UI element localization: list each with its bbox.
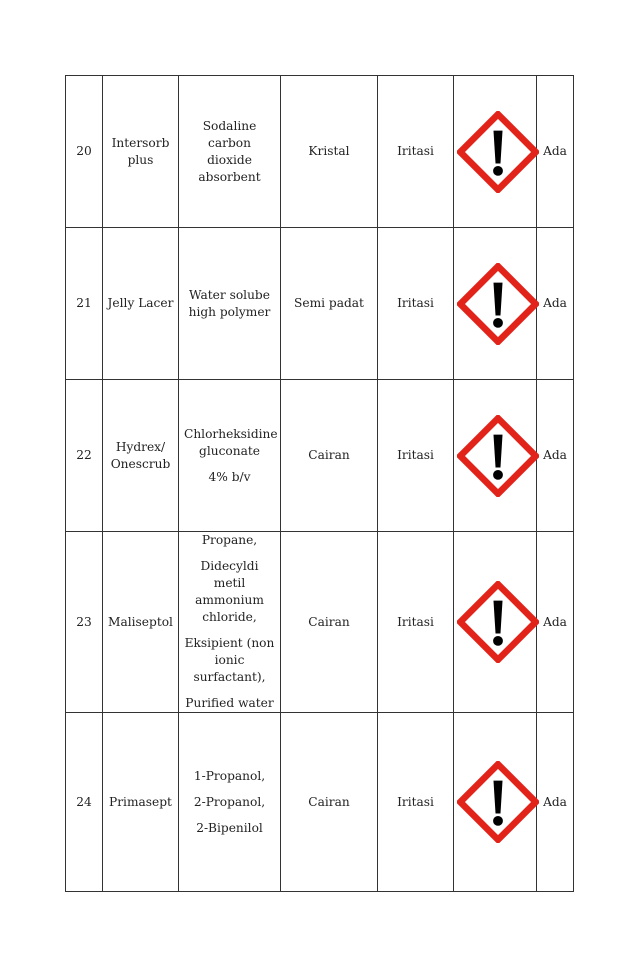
availability-status: Ada [537, 713, 574, 892]
table-row [66, 380, 574, 532]
exclamation-mark-hazard-icon [457, 415, 539, 497]
product-name-line: Hydrex/ [115, 439, 166, 454]
availability-status: Ada [537, 380, 574, 532]
composition [179, 532, 281, 713]
hazard-type: Iritasi [378, 532, 454, 713]
physical-form: Semi padat [281, 228, 378, 380]
hazard-type: Iritasi [378, 228, 454, 380]
composition-item: 2-Bipenilol [196, 820, 263, 835]
product-name [103, 228, 179, 380]
composition [179, 380, 281, 532]
row-number: 22 [66, 380, 103, 532]
exclamation-mark-hazard-icon [457, 263, 539, 345]
row-number: 23 [66, 532, 103, 713]
composition-item: Water solube high polymer [188, 287, 271, 319]
product-name [103, 380, 179, 532]
table-body [66, 76, 574, 892]
hazard-symbol [454, 76, 537, 228]
composition [179, 76, 281, 228]
availability-status: Ada [537, 532, 574, 713]
table-row [66, 532, 574, 713]
product-name [103, 713, 179, 892]
hazard-material-table [65, 75, 574, 892]
row-number: 21 [66, 228, 103, 380]
hazard-type: Iritasi [378, 76, 454, 228]
composition-item: 4% b/v [208, 469, 251, 484]
table-row [66, 228, 574, 380]
hazard-type: Iritasi [378, 380, 454, 532]
hazard-symbol [454, 228, 537, 380]
composition-item: Purified water [185, 696, 274, 710]
composition-item: Eksipient (non ionic surfactant), [184, 636, 275, 684]
exclamation-mark-hazard-icon [457, 581, 539, 663]
row-number: 20 [66, 76, 103, 228]
exclamation-mark-hazard-icon [457, 761, 539, 843]
product-name-line: Intersorb [111, 135, 170, 150]
product-name-line: Maliseptol [108, 614, 173, 629]
hazard-symbol [454, 532, 537, 713]
product-name-line: Primasept [109, 794, 172, 809]
composition-item: Propane, [201, 533, 258, 547]
composition-item: 2-Propanol, [193, 794, 266, 809]
product-name-line: Jelly Lacer [107, 296, 174, 310]
table-row [66, 76, 574, 228]
composition-item: 1-Propanol, [193, 768, 266, 783]
product-name [103, 76, 179, 228]
product-name [103, 532, 179, 713]
composition [179, 228, 281, 380]
hazard-symbol [454, 713, 537, 892]
composition [179, 713, 281, 892]
availability-status: Ada [537, 228, 574, 380]
physical-form: Cairan [281, 532, 378, 713]
product-name-line: plus [127, 152, 154, 167]
composition-item: Chlorheksidine gluconate [184, 426, 278, 458]
hazard-symbol [454, 380, 537, 532]
physical-form: Kristal [281, 76, 378, 228]
composition-item: Didecyldi metil ammonium chloride, [195, 559, 264, 624]
availability-status: Ada [537, 76, 574, 228]
exclamation-mark-hazard-icon [457, 111, 539, 193]
product-name-line: Onescrub [110, 456, 171, 471]
physical-form: Cairan [281, 380, 378, 532]
composition-item: Sodaline carbon dioxide absorbent [198, 118, 261, 184]
physical-form: Cairan [281, 713, 378, 892]
hazard-type: Iritasi [378, 713, 454, 892]
table-row [66, 713, 574, 892]
row-number: 24 [66, 713, 103, 892]
